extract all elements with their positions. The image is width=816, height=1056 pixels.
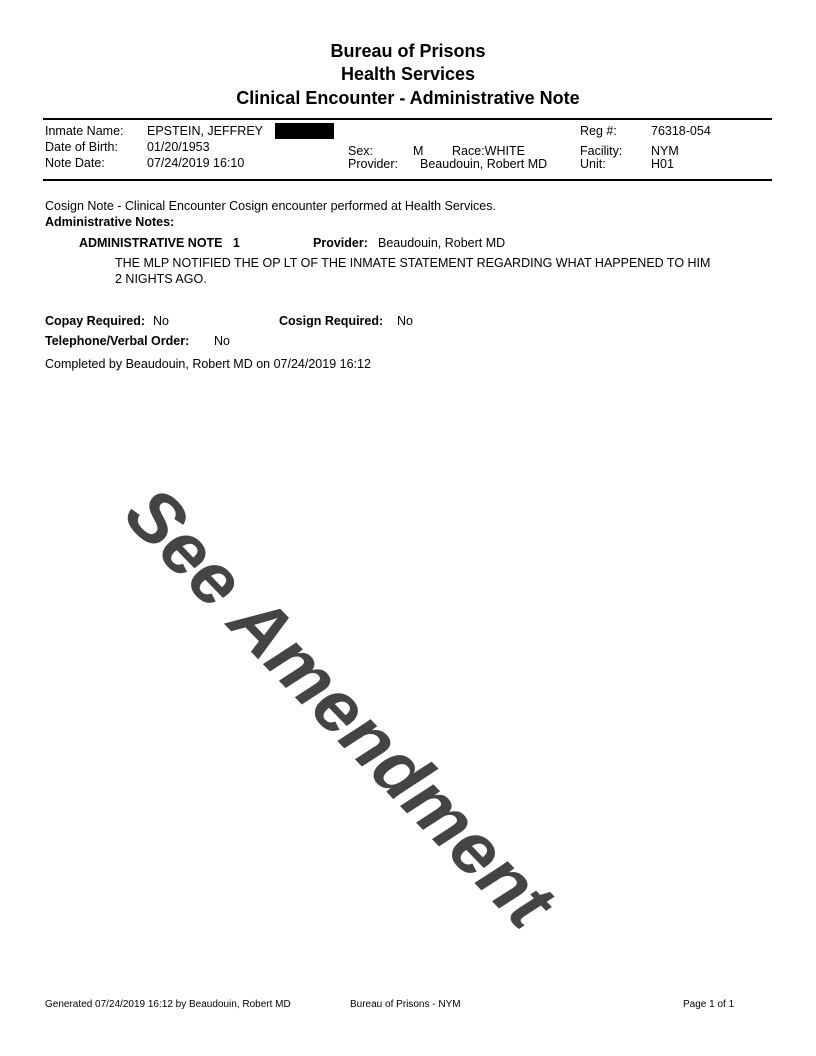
header-line-2: Health Services: [340, 64, 476, 84]
copay-label: Copay Required:: [45, 314, 146, 328]
provider-label: Provider:: [348, 157, 399, 171]
completed-by: Completed by Beaudouin, Robert MD on 07/24/2019 16:12: [45, 357, 371, 371]
note-text-line-2: 2 NIGHTS AGO.: [115, 272, 207, 286]
redaction-box: [275, 123, 334, 139]
footer-center: Bureau of Prisons - NYM: [350, 999, 461, 1010]
facility-label: Facility:: [580, 144, 623, 158]
sex-label: Sex:: [348, 144, 374, 158]
cosign-label: Cosign Required:: [279, 314, 384, 328]
provider-value: Beaudouin, Robert MD: [420, 157, 548, 171]
copay-value: No: [153, 314, 169, 328]
race-value: WHITE: [484, 144, 525, 158]
race-field: [452, 144, 525, 158]
note-date-value: 07/24/2019 16:10: [147, 156, 245, 170]
note-provider-label: Provider:: [313, 236, 368, 250]
footer-page-number: Page 1 of 1: [683, 999, 735, 1010]
header-top-rule: [43, 118, 772, 120]
sex-value: M: [413, 144, 424, 158]
cosign-value: No: [397, 314, 413, 328]
dob-label: Date of Birth:: [45, 140, 118, 154]
note-provider-value: Beaudouin, Robert MD: [378, 236, 506, 250]
unit-label: Unit:: [580, 157, 606, 171]
race-label: Race:: [452, 144, 485, 158]
header-line-1: Bureau of Prisons: [330, 41, 486, 61]
telephone-label: Telephone/Verbal Order:: [45, 334, 190, 348]
page-title: Clinical Encounter - Administrative Note: [236, 88, 580, 108]
reg-value: 76318-054: [651, 124, 711, 138]
inmate-name-label: Inmate Name:: [45, 124, 124, 138]
telephone-value: No: [214, 334, 230, 348]
cosign-note: Cosign Note - Clinical Encounter Cosign encounter performed at Health Services.: [45, 199, 496, 213]
inmate-name-value: EPSTEIN, JEFFREY: [147, 124, 263, 138]
reg-label: Reg #:: [580, 124, 617, 138]
facility-value: NYM: [651, 144, 679, 158]
see-amendment-watermark: See Amendment: [109, 470, 571, 944]
note-heading: ADMINISTRATIVE NOTE 1: [79, 236, 240, 250]
header-bottom-rule: [43, 179, 772, 181]
note-date-label: Note Date:: [45, 156, 105, 170]
admin-notes-heading: Administrative Notes:: [45, 215, 175, 229]
footer-generated: Generated 07/24/2019 16:12 by Beaudouin, Robert MD: [45, 999, 291, 1010]
dob-value: 01/20/1953: [147, 140, 210, 154]
note-text-line-1: THE MLP NOTIFIED THE OP LT OF THE INMATE STATEMENT REGARDING WHAT HAPPENED TO HIM: [115, 256, 711, 270]
unit-value: H01: [651, 157, 674, 171]
